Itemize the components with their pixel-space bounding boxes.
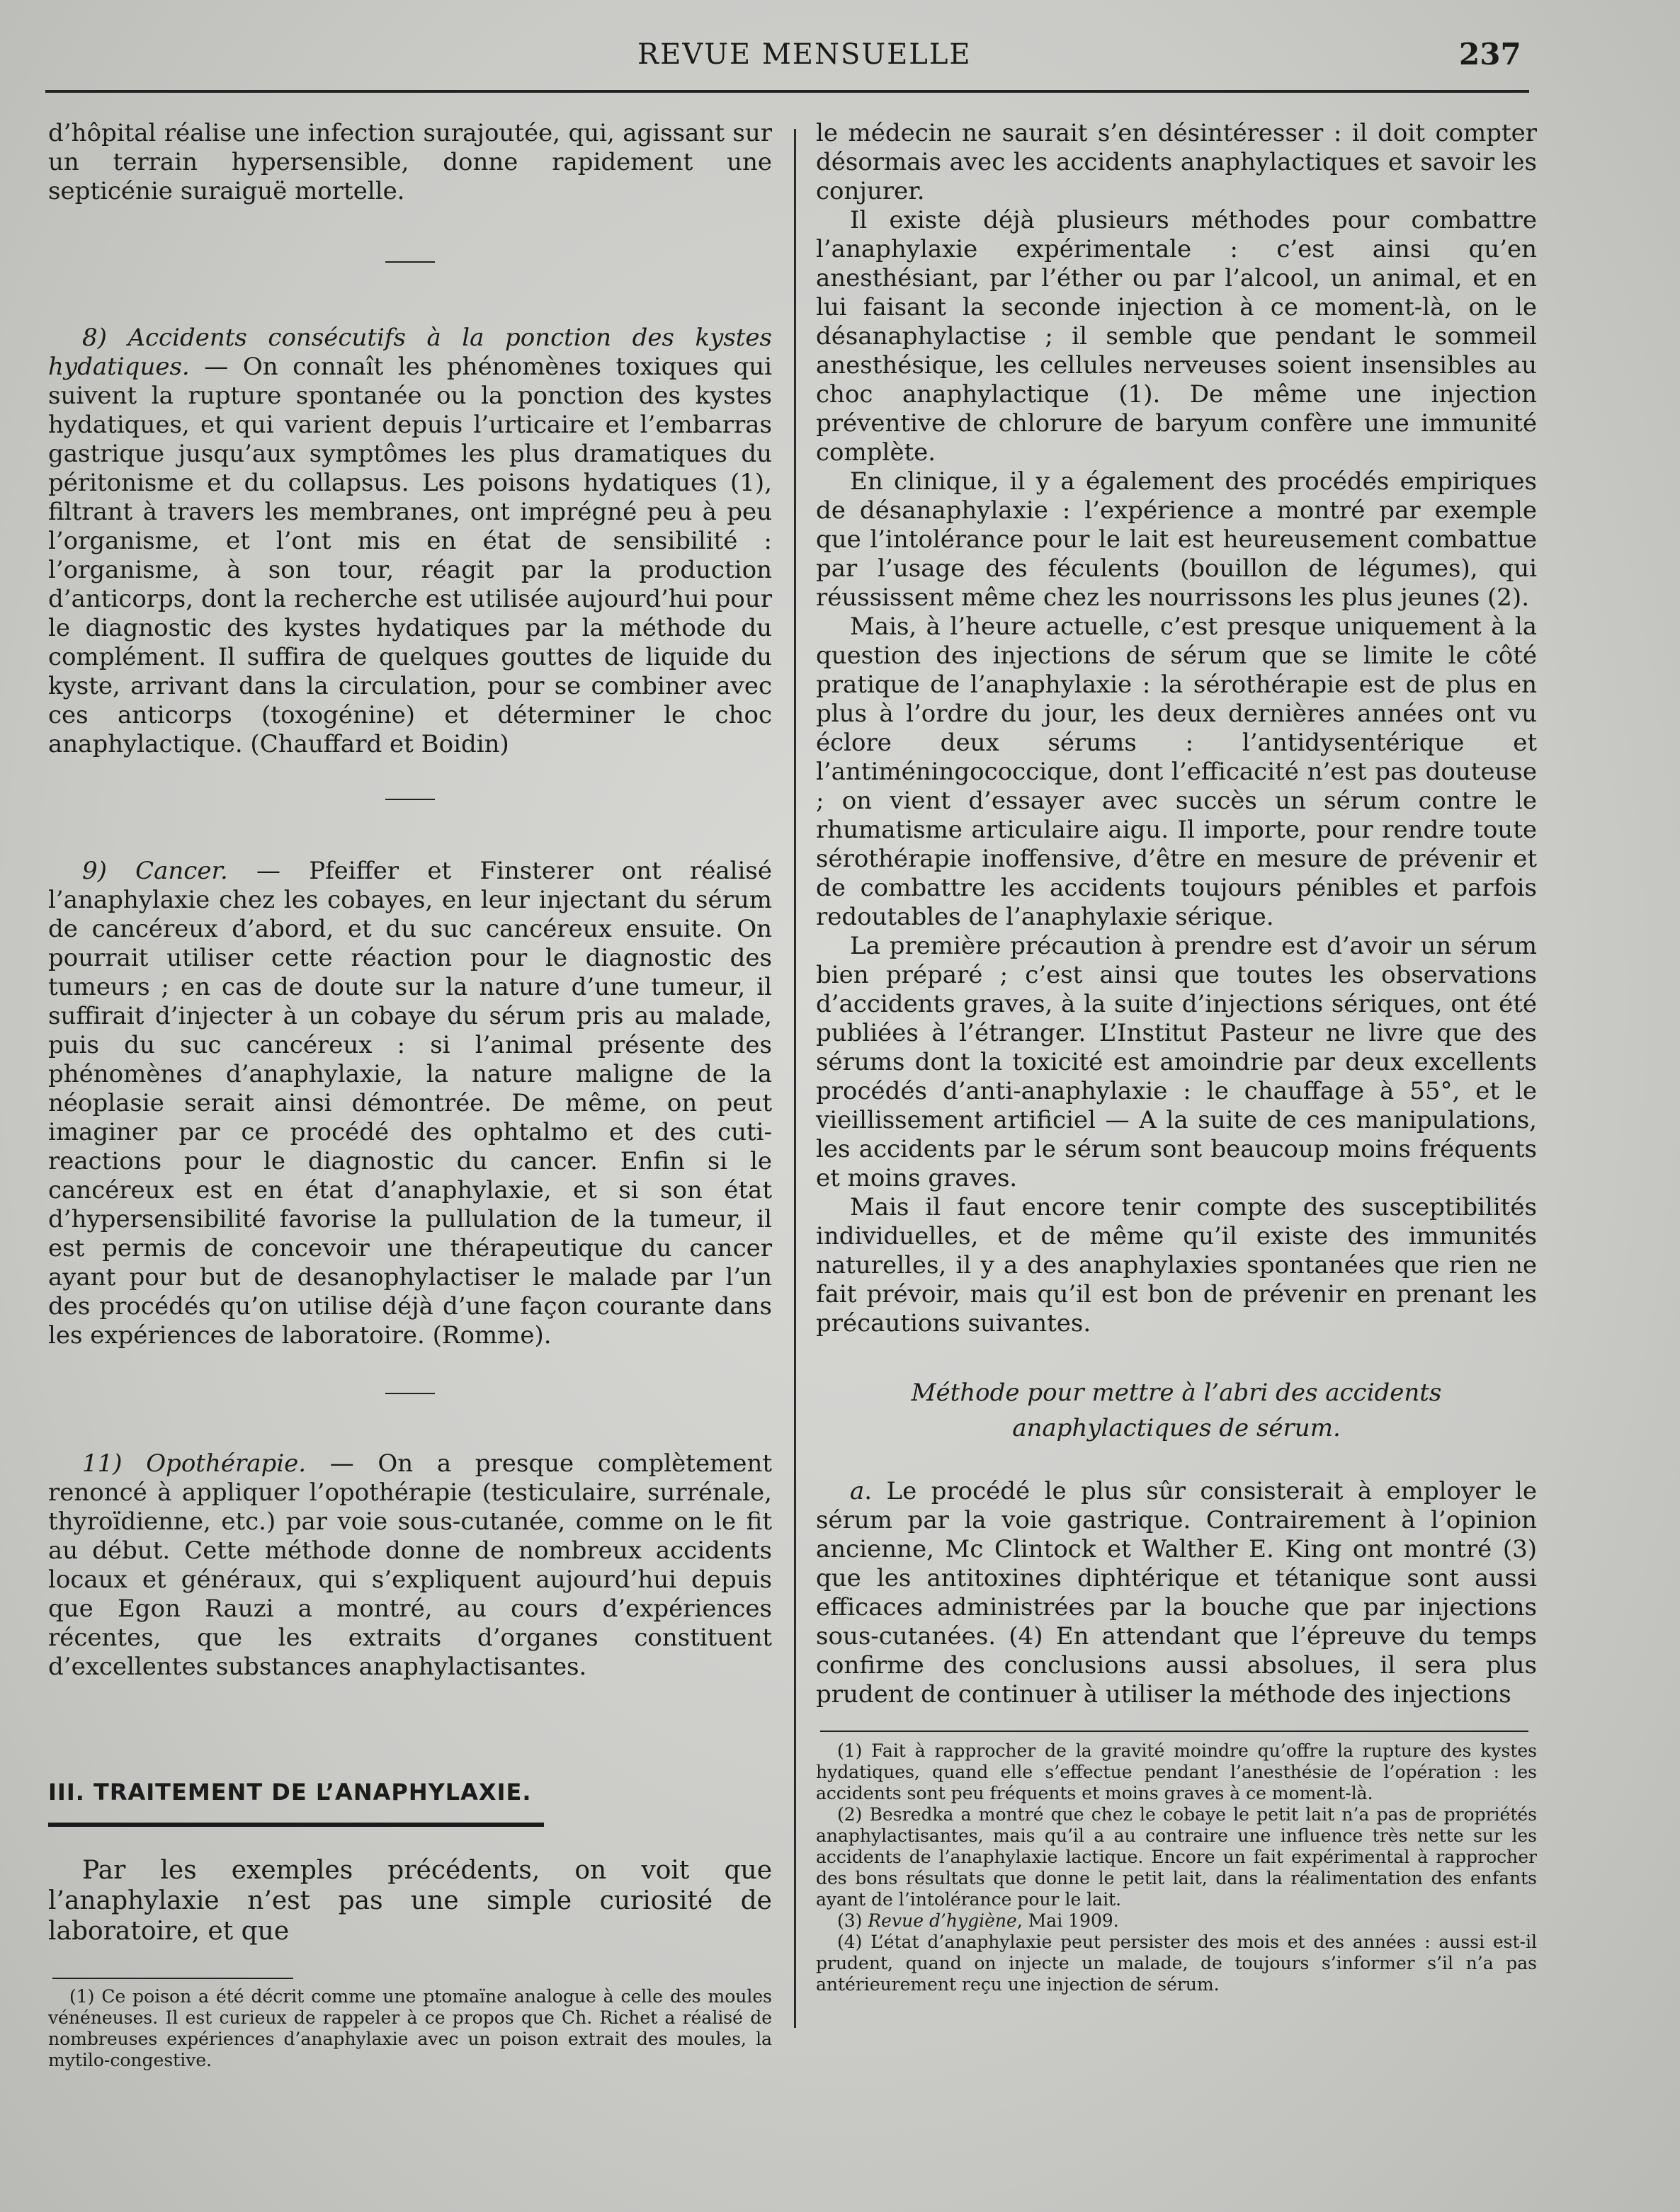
paragraph-continuation: le médecin ne saurait s’en désintéresser : il doit compter désormais avec les accidents anaphylactiques et savoir les conjurer. xyxy=(816,119,1537,205)
method-heading-line-1: Méthode pour mettre à l’abri des accidents xyxy=(911,1379,1442,1407)
paragraph: La première précaution à prendre est d’avoir un sérum bien préparé ; c’est ainsi que toutes les observations d’accidents graves, à la suite d’injections sériques, ont été publiées à l’étranger. L’Institut Pasteur ne livre que des sérums dont la toxicité est amoindrie par deux excellents procédés d’anti-anaphylaxie : le chauffage à 55°, et le vieillissement artificiel — A la suite de ces manipulations, les accidents par le sérum sont beaucoup moins fréquents et moins graves. xyxy=(816,932,1537,1192)
section-3-paragraph: Par les exemples précédents, on voit que l’anaphylaxie n’est pas une simple curiosité de laboratoire, et que xyxy=(48,1856,772,1946)
footnote-2: (2) Besredka a montré que chez le cobaye le petit lait n’a pas de propriétés anaphylactisantes, mais qu’il a au contraire une influence très nette sur les accidents de l’anaphylaxie lactique. Encore un fait expérimental à rapprocher des bons résultats que donne le petit lait, dans la réalimentation des enfants ayant de l’intolérance pour le lait. xyxy=(816,1804,1537,1910)
section-8-body: — On connaît les phénomènes toxiques qui suivent la rupture spontanée ou la ponction des kystes hydatiques, et qui varient depuis l’urticaire et l’embarras gastrique jusqu’aux symptômes les plus dramatiques du péritonisme et du collapsus. Les poisons hydatiques (1), filtrant à travers les membranes, ont imprégné peu à peu l’organisme, et l’ont mis en état de sensibilité : l’organisme, à son tour, réagit par la production d’anticorps, dont la recherche est utilisée aujourd’hui pour le diagnostic des kystes hydatiques par la méthode du complément. Il suffira de quelques gouttes de liquide du kyste, arrivant dans la circulation, pour se combiner avec ces anticorps (toxogénine) et déterminer le choc anaphylactique. (Chauffard et Boidin) xyxy=(48,353,772,758)
section-9-title: 9) Cancer. xyxy=(82,857,228,885)
paragraph: Il existe déjà plusieurs méthodes pour combattre l’anaphylaxie expérimentale : c’est ainsi qu’en anesthésiant, par l’éther ou par l’alcool, un animal, et en lui faisant la seconde injection à ce moment-là, on le désanaphylactise ; il semble que pendant le sommeil anesthésique, les cellules nerveuses soient insensibles au choc anaphylactique (1). De même une injection préventive de chlorure de baryum confère une immunité complète. xyxy=(816,206,1537,467)
left-column xyxy=(48,119,772,2071)
section-8 xyxy=(48,324,772,759)
paragraph-continuation: d’hôpital réalise une infection surajoutée, qui, agissant sur un terrain hypersensible, donne rapidement une septicénie suraiguë mortelle. xyxy=(48,119,772,205)
paragraph-a-body: . Le procédé le plus sûr consisterait à employer le sérum par la voie gastrique. Contrairement à l’opinion ancienne, Mc Clintock et Walther E. King ont montré (3) que les antitoxines diphtérique et tétanique sont aussi efficaces administrées par la bouche que par injections sous-cutanées. (4) En attendant que l’épreuve du temps confirme des conclusions aussi absolues, il sera plus prudent de continuer à utiliser la méthode des injections xyxy=(816,1477,1537,1709)
section-11 xyxy=(48,1449,772,1682)
footnote-1: (1) Ce poison a été décrit comme une ptomaïne analogue à celle des moules vénéneuses. Il est curieux de rappeler à ce propos que Ch. Richet a réalisé de nombreuses expériences d’anaphylaxie avec un poison extrait des moules, la mytilo-congestive. xyxy=(48,1986,772,2070)
footnote-3-suffix: , Mai 1909. xyxy=(1016,1910,1119,1931)
right-column xyxy=(816,119,1537,1995)
paragraph: En clinique, il y a également des procédés empiriques de désanaphylaxie : l’expérience a montré par exemple que l’intolérance pour le lait est heureusement combattue par l’usage des féculents (bouillon de légumes), qui réussissent même chez les nourrissons les plus jeunes (2). xyxy=(816,467,1537,612)
section-8-title: 8) Accidents consécutifs à la ponction des kystes hydatiques. xyxy=(48,324,772,381)
section-9-body: — Pfeiffer et Finsterer ont réalisé l’anaphylaxie chez les cobayes, en leur injectant du sérum de cancéreux d’abord, et du suc cancéreux ensuite. On pourrait utiliser cette réaction pour le diagnostic des tumeurs ; en cas de doute sur la nature d’une tumeur, il suffirait d’injecter à un cobaye du sérum pris au malade, puis du suc cancéreux : si l’animal présente des phénomènes d’anaphylaxie, la nature maligne de la néoplasie serait ainsi démontrée. De même, on peut imaginer par ce procédé des ophtalmo et des cuti-reactions pour le diagnostic du cancer. Enfin si le cancéreux est en état d’anaphylaxie, et si son état d’hypersensibilité favorise la pullulation de la tumeur, il est permis de concevoir une thérapeutique du cancer ayant pour but de desanophylactiser le malade par l’un des procédés qu’on utilise déjà d’une façon courante dans les expériences de laboratoire. (Romme). xyxy=(48,857,772,1350)
section-11-title: 11) Opothérapie. xyxy=(82,1449,307,1478)
paragraph-a-label: a xyxy=(850,1477,865,1505)
paragraph-a xyxy=(816,1477,1537,1709)
paragraph: Mais il faut encore tenir compte des susceptibilités individuelles, et de même qu’il existe des immunités naturelles, il y a des anaphylaxies spontanées que rien ne fait prévoir, mais qu’il est bon de prévenir en prenant les précautions suivantes. xyxy=(816,1193,1537,1338)
section-3-title: III. TRAITEMENT DE L’ANAPHYLAXIE. xyxy=(48,1779,532,1806)
method-heading-line-2: anaphylactiques de sérum. xyxy=(1012,1414,1341,1442)
section-11-body: — On a presque complètement renoncé à appliquer l’opothérapie (testiculaire, surrénale, thyroïdienne, etc.) par voie sous-cutanée, comme on le fit au début. Cette méthode donne de nombreux accidents locaux et généraux, qui s’expliquent aujourd’hui depuis que Egon Rauzi a montré, au cours d’expériences récentes, que les extraits d’organes constituent d’excellentes substances anaphylactisantes. xyxy=(48,1449,773,1681)
footnote-1: (1) Fait à rapprocher de la gravité moindre qu’offre la rupture des kystes hydatiques, quand elle s’effectue pendant l’anesthésie de l’opération : les accidents sont peu fréquents et moins graves à ce moment-là. xyxy=(816,1740,1537,1803)
footnote-3-title: Revue d’hygiène xyxy=(868,1910,1017,1931)
page-number: 237 xyxy=(1459,37,1521,72)
header-rule xyxy=(45,90,1529,93)
method-heading xyxy=(816,1375,1537,1446)
footnote-3 xyxy=(816,1910,1537,1932)
paragraph: Mais, à l’heure actuelle, c’est presque uniquement à la question des injections de sérum que se limite le côté pratique de l’anaphylaxie : la sérothérapie est de plus en plus à l’ordre du jour, les deux dernières années ont vu éclore deux sérums : l’antidysentérique et l’antiméningococcique, dont l’efficacité n’est pas douteuse ; on vient d’essayer avec succès un sérum contre le rhumatisme articulaire aigu. Il importe, pour rendre toute sérothérapie inoffensive, d’être en mesure de prévenir et de combattre les accidents toujours pénibles et parfois redoutables de l’anaphylaxie sérique. xyxy=(816,612,1537,931)
journal-title: REVUE MENSUELLE xyxy=(637,38,972,71)
footnote-4: (4) L’état d’anaphylaxie peut persister des mois et des années : aussi est-il prudent, quand on injecte un malade, de toujours s’informer s’il n’a pas antérieurement reçu une injection de sérum. xyxy=(816,1932,1537,1995)
running-head xyxy=(0,34,1680,76)
column-divider xyxy=(794,129,796,2028)
footnote-3-prefix: (3) xyxy=(837,1910,868,1931)
section-9 xyxy=(48,857,772,1350)
